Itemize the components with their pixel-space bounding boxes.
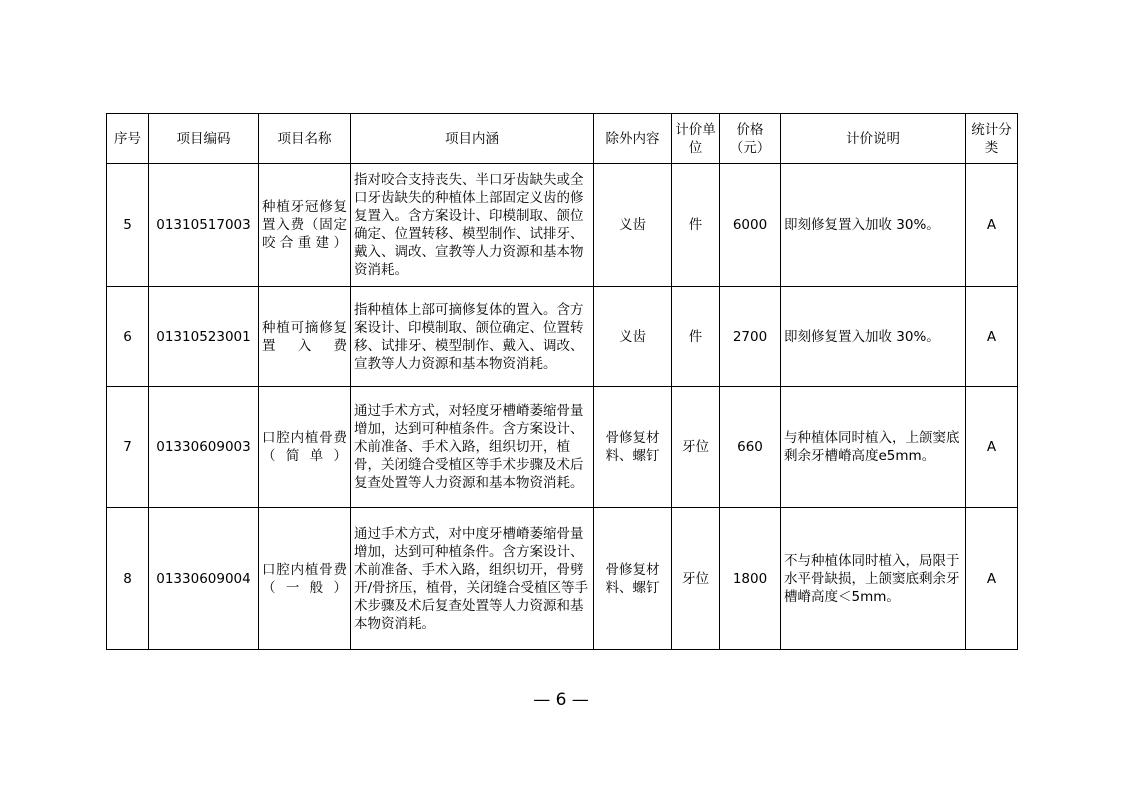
header-content: 项目内涵 [351, 114, 594, 164]
cell-seq: 8 [107, 508, 149, 650]
table-row [107, 387, 1018, 508]
cell-unit: 件 [672, 287, 720, 387]
cell-pricing-note: 不与种植体同时植入，局限于水平骨缺损，上颌窦底剩余牙槽嵴高度＜5mm。 [781, 508, 966, 650]
cell-exclusions: 骨修复材料、螺钉 [594, 508, 672, 650]
header-pricing-note: 计价说明 [781, 114, 966, 164]
cell-price: 1800 [720, 508, 781, 650]
cell-code: 01330609004 [149, 508, 259, 650]
table-row [107, 287, 1018, 387]
cell-content: 通过手术方式，对轻度牙槽嵴萎缩骨量增加，达到可种植条件。含方案设计、术前准备、手术入路，组织切开，植骨，关闭缝合受植区等手术步骤及术后复查处置等人力资源和基本物资消耗。 [351, 387, 594, 508]
cell-price: 6000 [720, 164, 781, 287]
cell-seq: 5 [107, 164, 149, 287]
header-code: 项目编码 [149, 114, 259, 164]
table-row [107, 164, 1018, 287]
cell-pricing-note: 即刻修复置入加收 30%。 [781, 287, 966, 387]
cell-seq: 6 [107, 287, 149, 387]
cell-code: 01310523001 [149, 287, 259, 387]
fee-table [106, 113, 1018, 650]
cell-category: A [966, 287, 1018, 387]
header-unit: 计价单位 [672, 114, 720, 164]
cell-content: 指对咬合支持丧失、半口牙齿缺失或全口牙齿缺失的种植体上部固定义齿的修复置入。含方案设计、印模制取、颌位确定、位置转移、模型制作、试排牙、戴入、调改、宣教等人力资源和基本物资消耗。 [351, 164, 594, 287]
cell-price: 2700 [720, 287, 781, 387]
cell-unit: 牙位 [672, 387, 720, 508]
table-row [107, 508, 1018, 650]
header-seq: 序号 [107, 114, 149, 164]
table-header-row [107, 114, 1018, 164]
cell-category: A [966, 387, 1018, 508]
cell-exclusions: 义齿 [594, 287, 672, 387]
cell-price: 660 [720, 387, 781, 508]
cell-unit: 牙位 [672, 508, 720, 650]
cell-exclusions: 骨修复材料、螺钉 [594, 387, 672, 508]
cell-pricing-note: 与种植体同时植入，上颌窦底剩余牙槽嵴高度e5mm。 [781, 387, 966, 508]
cell-name: 种植可摘修复置入费 [259, 287, 351, 387]
page-number: — 6 — [533, 690, 589, 710]
cell-name: 口腔内植骨费（一般） [259, 508, 351, 650]
cell-name: 口腔内植骨费（简单） [259, 387, 351, 508]
header-price: 价格（元） [720, 114, 781, 164]
cell-name: 种植牙冠修复置入费（固定咬合重建） [259, 164, 351, 287]
header-exclusions: 除外内容 [594, 114, 672, 164]
cell-code: 01330609003 [149, 387, 259, 508]
cell-exclusions: 义齿 [594, 164, 672, 287]
header-name: 项目名称 [259, 114, 351, 164]
cell-unit: 件 [672, 164, 720, 287]
header-category: 统计分类 [966, 114, 1018, 164]
cell-category: A [966, 508, 1018, 650]
cell-code: 01310517003 [149, 164, 259, 287]
cell-seq: 7 [107, 387, 149, 508]
cell-pricing-note: 即刻修复置入加收 30%。 [781, 164, 966, 287]
cell-content: 指种植体上部可摘修复体的置入。含方案设计、印模制取、颌位确定、位置转移、试排牙、模型制作、戴入、调改、宣教等人力资源和基本物资消耗。 [351, 287, 594, 387]
cell-content: 通过手术方式，对中度牙槽嵴萎缩骨量增加，达到可种植条件。含方案设计、术前准备、手术入路，组织切开，骨劈开/骨挤压，植骨，关闭缝合受植区等手术步骤及术后复查处置等人力资源和基本物资消耗。 [351, 508, 594, 650]
cell-category: A [966, 164, 1018, 287]
